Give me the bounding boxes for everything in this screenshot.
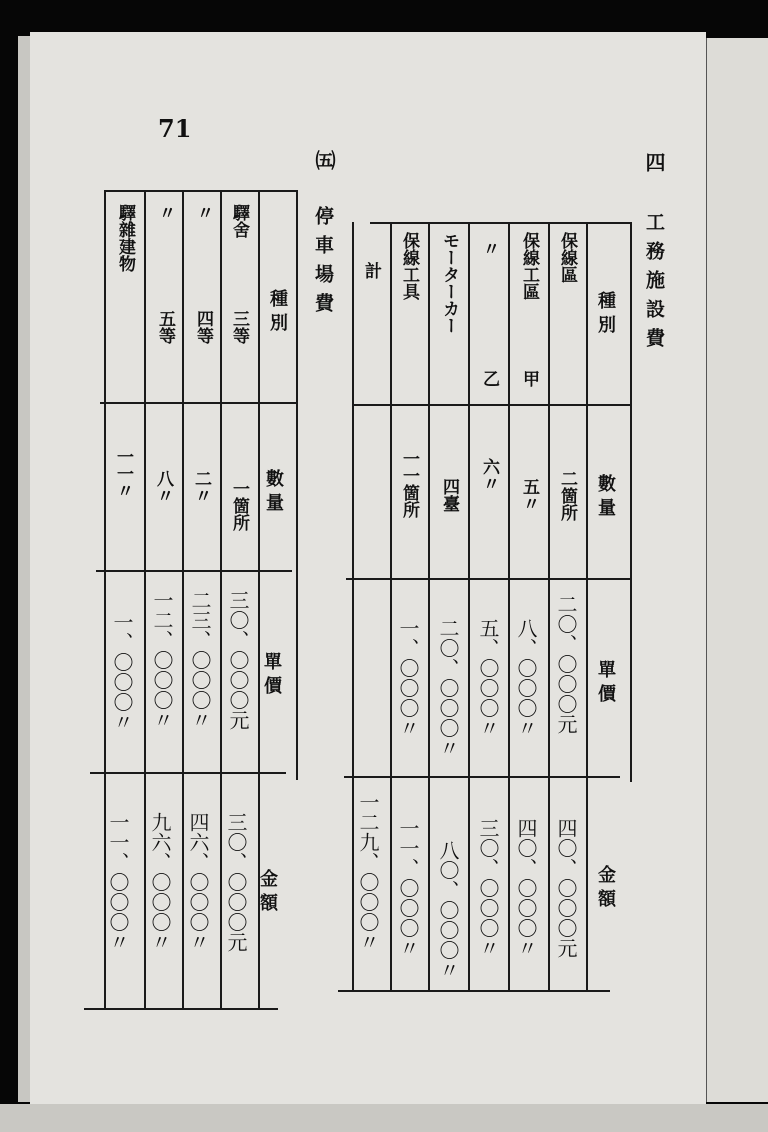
table4-col-line — [352, 222, 354, 992]
table5-unit-price: 一、〇〇〇〃 — [110, 612, 134, 732]
table5-col-line — [220, 190, 222, 1010]
section-four-title: 工務施設費 — [643, 212, 665, 357]
table4-col-line — [428, 222, 430, 992]
table4-col-line — [548, 222, 550, 992]
table5-kind: 驛舍 — [229, 204, 249, 238]
table4-sub: 甲 — [519, 370, 539, 387]
table4-kind: 保線工具 — [399, 232, 419, 300]
table4-amount: 八〇、〇〇〇〃 — [436, 840, 460, 980]
table4-bottom-rule — [338, 990, 610, 992]
table5-sub: 三等 — [229, 310, 249, 344]
table5-amount: 一一、〇〇〇〃 — [106, 812, 130, 952]
table4-quantity: 二箇所 — [557, 470, 577, 521]
table5-sub: 五等 — [155, 310, 175, 344]
table5-quantity: 八〃 — [153, 470, 173, 504]
table5-unit-price: 一二、〇〇〇〃 — [150, 590, 174, 730]
bottom-margin — [0, 1104, 768, 1132]
table4-sub: 乙 — [479, 370, 499, 387]
table5-header-kind: 種 別 — [267, 288, 288, 332]
table5-rule-2 — [96, 570, 292, 572]
table4-quantity: 一一箇所 — [399, 450, 419, 518]
table5-col-line — [144, 190, 146, 1010]
table4-kind: 保線區 — [557, 232, 577, 283]
table4-amount: 三〇、〇〇〇〃 — [476, 818, 500, 958]
table4-rule-2 — [346, 578, 632, 580]
table4-amount: 四〇、〇〇〇元 — [554, 818, 578, 958]
table4-amount: 四〇、〇〇〇〃 — [514, 818, 538, 958]
section-five-title: 停車場費 — [312, 206, 334, 322]
table5-rule-1 — [100, 402, 298, 404]
table4-unit-price: 一、〇〇〇〃 — [396, 618, 420, 738]
table5-rule-3 — [90, 772, 286, 774]
table4-col-line — [390, 222, 392, 992]
table4-kind: 計 — [361, 262, 381, 279]
table5-unit-price: 二三、〇〇〇〃 — [188, 590, 212, 730]
table4-rule-3 — [344, 776, 620, 778]
table4-kind: モーターカー — [439, 232, 459, 334]
page-number-handwritten: 71 — [158, 114, 192, 143]
table5-col-line — [296, 190, 298, 780]
table4-rule-1 — [352, 404, 632, 406]
table5-kind: 〃 — [193, 204, 213, 221]
table5-unit-price: 三〇、〇〇〇元 — [226, 590, 250, 730]
table5-bottom-rule — [84, 1008, 278, 1010]
table4-header-kind: 種 別 — [595, 290, 616, 334]
table4-unit-price: 二〇、〇〇〇〃 — [436, 618, 460, 758]
table4-header-quantity: 數 量 — [595, 473, 616, 517]
table4-kind: 保線工區 — [519, 232, 539, 300]
table4-unit-price: 五、〇〇〇〃 — [476, 618, 500, 738]
table5-quantity: 一一〃 — [113, 448, 133, 499]
section-five-number: ㈤ — [312, 150, 336, 170]
table5-header-amount: 金 額 — [257, 868, 278, 912]
table4-col-line — [468, 222, 470, 992]
table4-quantity: 五〃 — [519, 478, 539, 512]
table4-quantity: 四臺 — [439, 478, 459, 512]
table5-col-line — [182, 190, 184, 1010]
table4-kind: 〃 — [479, 240, 499, 257]
table5-amount: 四六、〇〇〇〃 — [186, 812, 210, 952]
table5-header-unit-price: 單 價 — [261, 651, 282, 695]
table5-quantity: 一箇所 — [229, 480, 249, 531]
table4-unit-price: 八、〇〇〇〃 — [514, 618, 538, 738]
section-four-number: 四 — [642, 152, 666, 172]
table4-col-line — [508, 222, 510, 992]
table5-kind: 驛雜建物 — [115, 204, 135, 272]
table5-sub: 四等 — [193, 310, 213, 344]
table4-quantity: 六〃 — [479, 458, 499, 492]
table5-amount: 三〇、〇〇〇元 — [224, 812, 248, 952]
table4-header-unit-price: 單 價 — [595, 659, 616, 703]
adjacent-page — [706, 38, 768, 1102]
table4-amount: 一一、〇〇〇〃 — [396, 818, 420, 958]
table5-header-quantity: 數 量 — [263, 468, 284, 512]
table4-top-rule — [370, 222, 632, 224]
table4-col-line — [586, 222, 588, 992]
table4-col-line — [630, 222, 632, 782]
table4-unit-price: 二〇、〇〇〇元 — [554, 594, 578, 734]
table5-quantity: 二〃 — [191, 470, 211, 504]
table5-kind: 〃 — [155, 204, 175, 221]
table4-header-amount: 金 額 — [595, 864, 616, 908]
table5-top-rule — [106, 190, 298, 192]
table5-amount: 九六、〇〇〇〃 — [148, 812, 172, 952]
table4-total: 一二九、〇〇〇〃 — [356, 792, 380, 952]
